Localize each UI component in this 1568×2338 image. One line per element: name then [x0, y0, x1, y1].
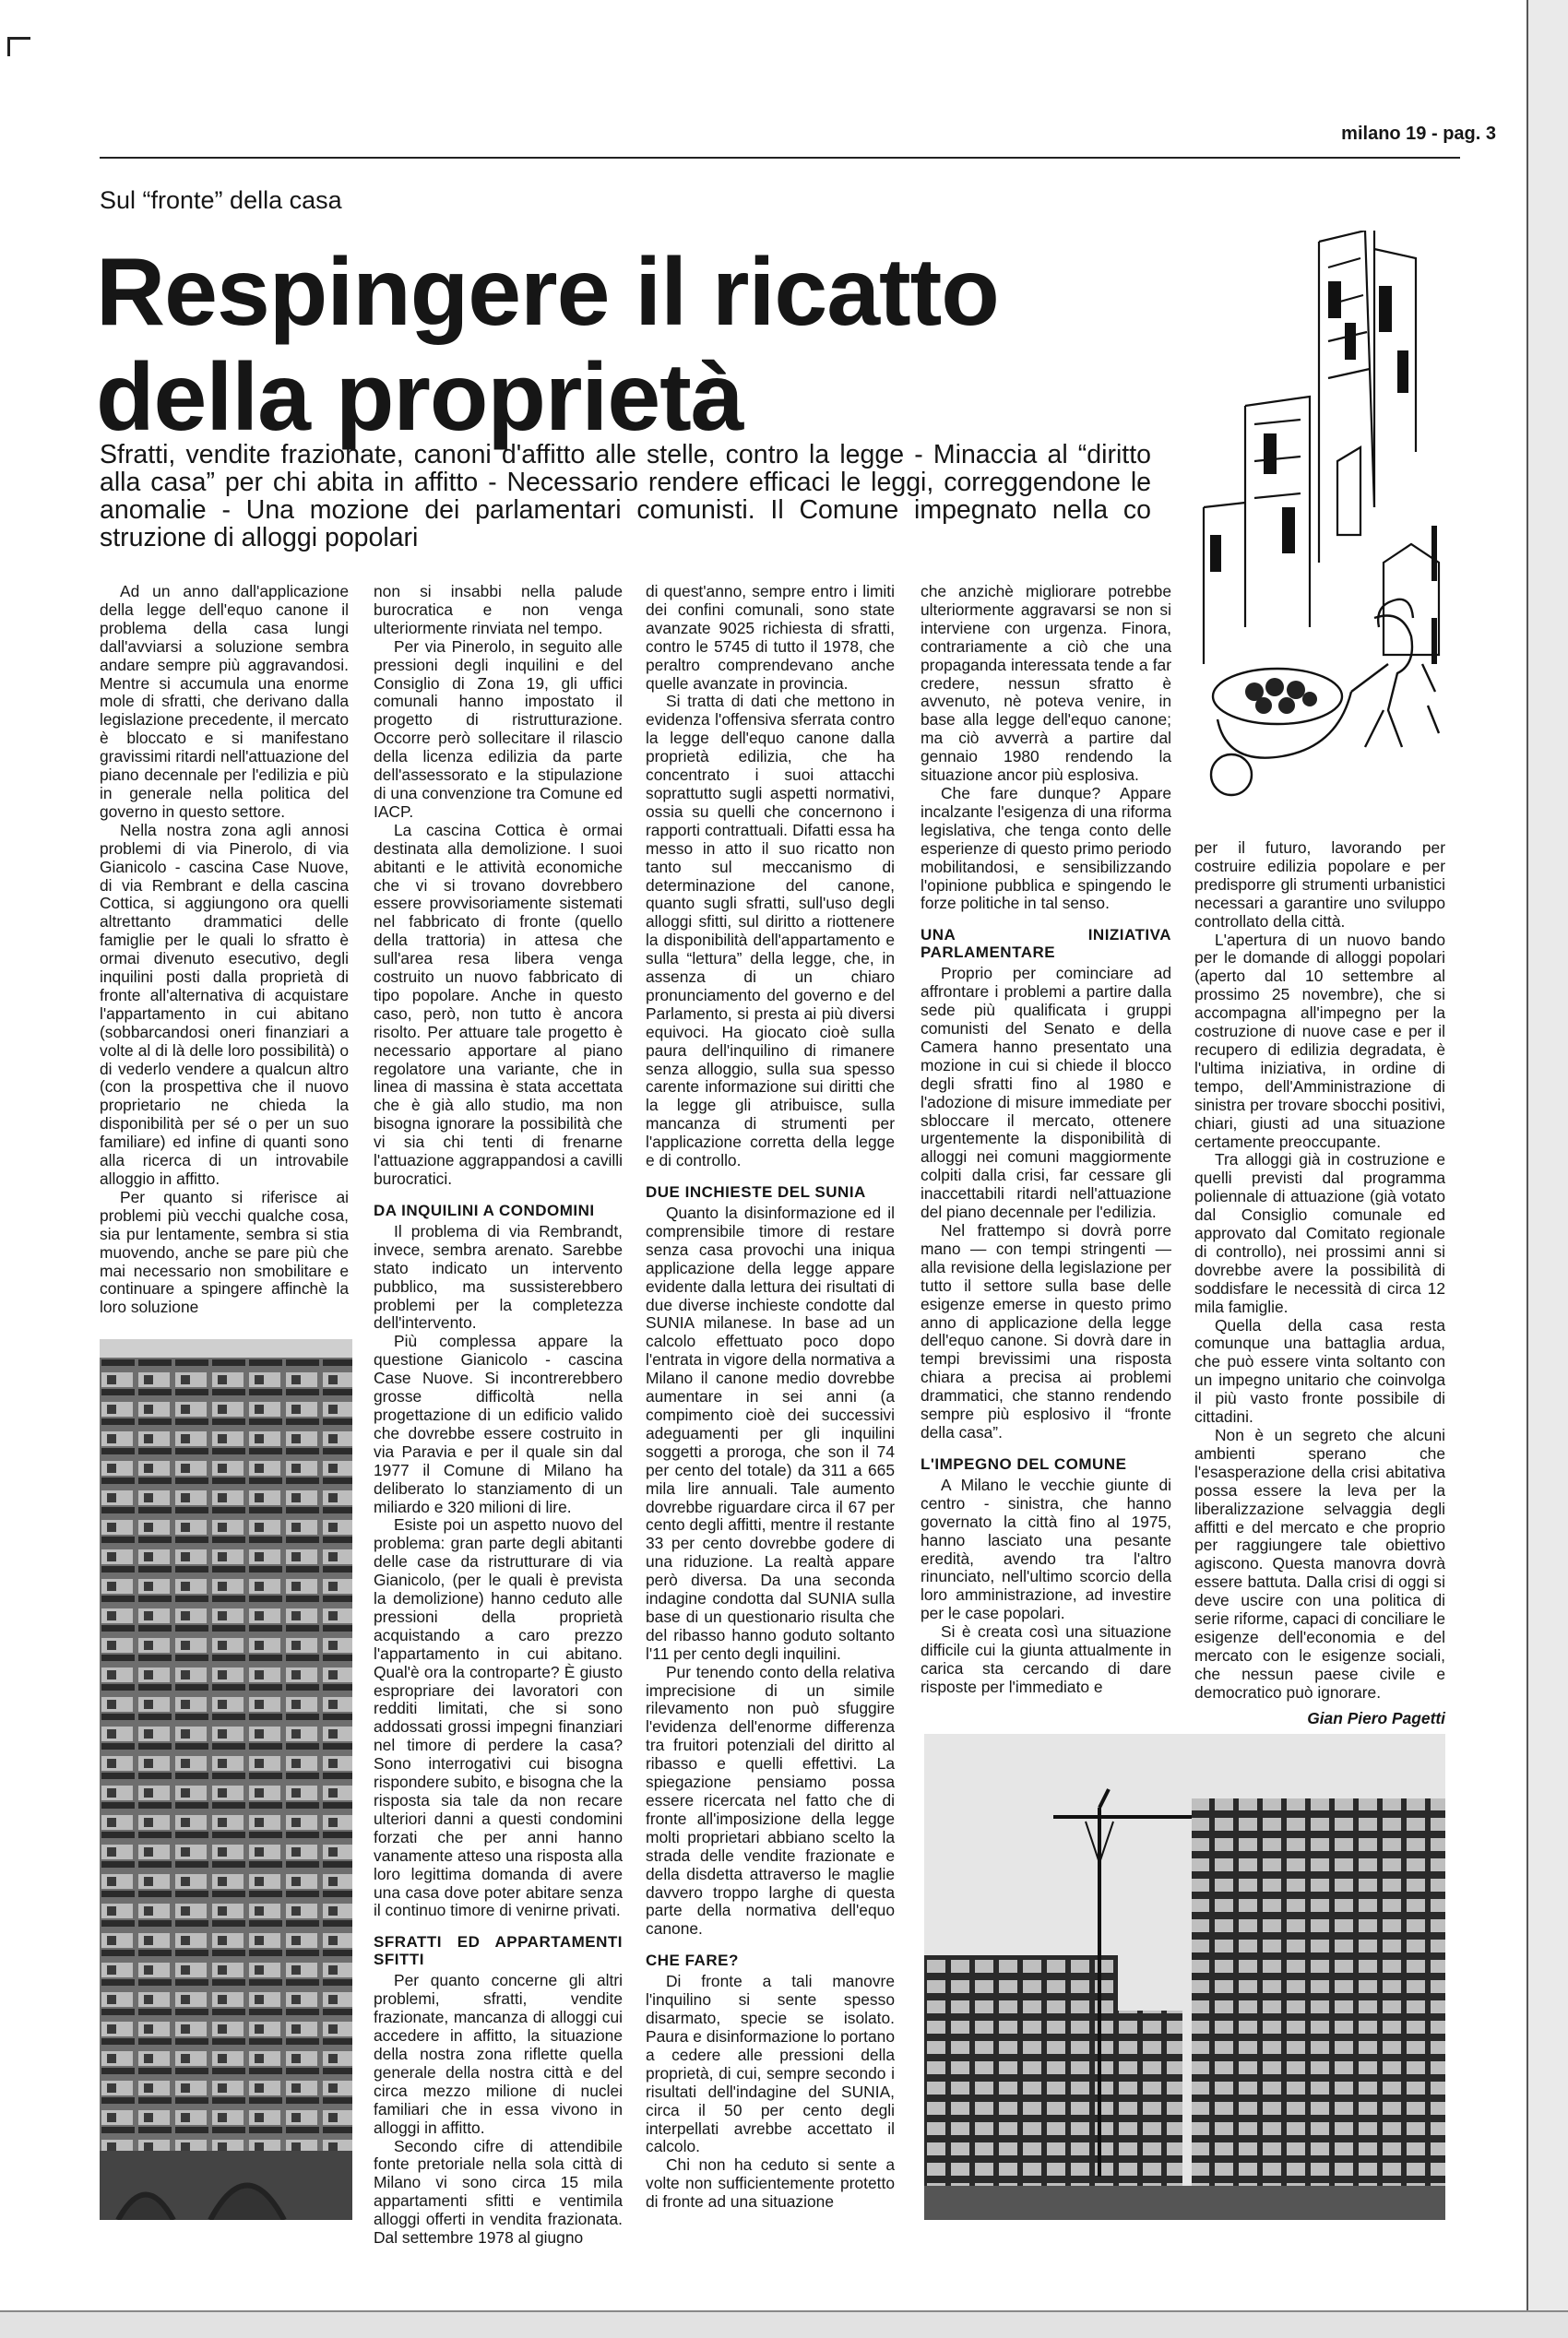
- article-column-4: [921, 583, 1171, 1697]
- paragraph: Esiste poi un aspetto nuovo del problema: gran parte degli abitanti delle case da ristrutturare di via Gianicolo, (per le quali è prevista la demolizione) hanno ceduto alle pressioni della proprietà acquistando a caro prezzo l'appartamento in cui abitano. Qual'è ora la controparte? È giusto espropriare dei lavoratori con redditi limitati, che si sono addossati grossi impegni finanziari nel timore di perdere la casa? Sono interrogativi cui bisogna rispondere subito, e bisogna che la risposta sia tale da non recare ulteriori danni a questi condomini forzati che per anni hanno vanamente atteso una risposta alla loro legittima domanda di avere una casa dove poter abitare senza il continuo timore di venirne privati.: [374, 1515, 623, 1920]
- cartoon-illustration: [1190, 231, 1446, 821]
- paragraph: Tra alloggi già in costruzione e quelli previsti dal programma poliennale di attuazione (già votato dal Consiglio comunale ed approvato dal Comitato regionale di controllo), nei prossimi anni si dovrebbe avere la possibilità di soddisfare le necessità di circa 12 mila famiglie.: [1194, 1150, 1445, 1316]
- apartment-building-photo: [100, 1339, 352, 2220]
- paragraph: Non è un segreto che alcuni ambienti sperano che l'esasperazione della crisi abitativa possa essere la leva per la liberalizzazione selvaggia degli affitti e del mercato e che proprio per raggiungere tale obiettivo agiscono. Questa manovra dovrà essere battuta. Dalla crisi di oggi si deve uscire con una politica di serie riforme, capaci di conciliare le esigenze dell'economia e del mercato con le esigenze sociali, che nessun paese civile e democratico può ignorare.: [1194, 1426, 1445, 1702]
- paragraph: Per quanto concerne gli altri problemi, sfratti, vendite frazionate, mancanza di alloggi cui accedere in affitto, la situazione della nostra zona riflette quella generale della nostra città e del circa mezzo milione di nuclei familiari che in essa vivono in alloggi in affitto.: [374, 1971, 623, 2137]
- paragraph: L'apertura di un nuovo bando per le domande di alloggi popolari (aperto dal 10 settembre al prossimo 25 novembre), che si accompagna all'impegno per la costruzione di nuove case e per il recupero di edilizia degradata, è l'ultima iniziativa, in ordine di tempo, dell'Amministrazione di sinistra per trovare sbocchi positivi, chiari, giusti ad una situazione certamente preoccupante.: [1194, 930, 1445, 1151]
- section-heading-che-fare: CHE FARE?: [646, 1952, 739, 1970]
- paragraph: Pur tenendo conto della relativa imprecisione di un simile rilevamento non può sfuggire l'evidenza dell'enorme differenza tra fruitori potenziali del diritto al ribasso e quelli effettivi. La spiegazione pensiamo possa essere ricercata nel fatto che di fronte all'imposizione della legge molti proprietari abbiano scelto la strada delle vendite frazionate e della disdetta attraverso le maglie davvero troppo larghe di questa parte della normativa dell'equo canone.: [646, 1662, 895, 1939]
- author-signature: Gian Piero Pagetti: [1307, 1708, 1445, 1727]
- paragraph: Chi non ha ceduto si sente a volte non sufficientemente protetto di fronte ad una situazione: [646, 2155, 895, 2212]
- paragraph: Quella della casa resta comunque una battaglia ardua, che può essere vinta soltanto con un impegno unitario che coinvolga il più vasto fronte possibile di cittadini.: [1194, 1315, 1445, 1427]
- paragraph: non si insabbi nella palude burocratica e non venga ulteriormente rinviata nel tempo.: [374, 582, 623, 637]
- article-column-2: [374, 583, 623, 2248]
- paragraph: Si tratta di dati che mettono in evidenza l'offensiva sferrata contro la legge dell'equo canone dalla proprietà edilizia, che ha concentrato i suoi attacchi soprattutto sugli aspetti normativi, ossia su quelli che concernono i rapporti contrattuali. Difatti essa ha messo in atto il suo ricatto non tanto sul meccanismo di determinazione del canone, quanto sugli sfratti, sull'uso degli alloggi sfitti, sul diritto a riottenere la disponibilità dell'appartamento e sulla “lettura” della legge, che, in assenza di un chiaro pronunciamento del governo e del Parlamento, si presta ai più diversi equivoci. Ha giocato cioè sulla paura dell'inquilino di rimanere senza alloggio, sulla sua spesso carente informazione sui diritti che la legge gli atribuisce, sulla mancanza di strumenti per l'applicazione corretta della legge e di controllo.: [646, 692, 895, 1170]
- section-heading-condomini: DA INQUILINI A CONDOMINI: [374, 1201, 595, 1219]
- paragraph: Di fronte a tali manovre l'inquilino si sente spesso disarmato, specie se isolato. Paura e disinformazione lo portano a cedere alle pressioni della proprietà, di cui, sempre secondo i risultati dell'indagine del SUNIA, circa il 50 per cento degli interpellati avrebbe accettato il calcolo.: [646, 1972, 895, 2156]
- paragraph: Nella nostra zona agli annosi problemi di via Pinerolo, di via Gianicolo - cascina Case Nuove, di via Rembrant e della cascina Cottica, si aggiungono ora quelli altrettanto drammatici delle famiglie per le quali lo sfratto è ormai divenuto esecutivo, degli inquilini posti dalla proprietà di fronte all'alternativa di acquistare l'appartamento in cui abitano (sobbarcandosi oneri finanziari a volte al di là delle loro possibilità) o di vederlo vendere a qualcun altro (con la prospettiva che il nuovo proprietario ne chieda la disponibilità per sé o per un suo familiare) ed infine di quanti sono alla ricerca di un introvabile alloggio in affitto.: [100, 820, 349, 1188]
- header-rule: [100, 157, 1460, 159]
- kicker: Sul “fronte” della casa: [100, 186, 342, 214]
- paragraph: Quanto la disinformazione ed il comprensibile timore di restare senza casa provochi una iniqua applicazione della legge appare evidente dalla lettura dei risultati di due diverse inchieste condotte dal SUNIA milanese. In base ad un calcolo effettuato poco dopo l'entrata in vigore della normativa a Milano il canone medio dovrebbe aumentare in sei anni (a compimento cioè dei successivi adeguamenti per gli inquilini soggetti a proroga, che son il 74 per cento del totale) da 311 a 665 mila lire annuali. Tale aumento dovrebbe riguardare circa il 67 per cento degli affitti, mentre il restante 33 per cento dovrebbe godere di una riduzione. La realtà appare però diversa. Da una seconda indagine condotta dal SUNIA sulla base di un questionario risulta che del ribasso hanno goduto soltanto l'11 per cento degli inquilini.: [646, 1204, 895, 1663]
- paragraph: La cascina Cottica è ormai destinata alla demolizione. I suoi abitanti e le attività economiche che vi si trovano dovrebbero essere provvisoriamente sistemati nel fabbricato di fronte (quello della trattoria) in attesa che sull'area resa libera venga costruito un nuovo fabbricato di tipo popolare. Anche in questo caso, però, non tutto è ancora risolto. Per attuare tale progetto è necessario apportare al piano regolatore una variante, che in linea di massina è stata accettata che è già allo studio, ma non bisogna ignorare la possibilità che vi sia chi tenti di frenarne l'attuazione aggrappandosi a cavilli burocratici.: [374, 820, 623, 1188]
- construction-site-photo: [924, 1734, 1445, 2220]
- headline: Respingere il ricatto della proprietà: [96, 239, 999, 451]
- paragraph: per il futuro, lavorando per costruire edilizia popolare e per predisporre gli strumenti urbanistici necessari a garantire uno sviluppo controllato della città.: [1194, 838, 1445, 931]
- section-heading-sunia: DUE INCHIESTE DEL SUNIA: [646, 1183, 866, 1201]
- paragraph: Il problema di via Rembrandt, invece, sembra arenato. Sarebbe stato indicato un intervento pubblico, ma sussisterebbero problemi per la completezza dell'intervento.: [374, 1221, 623, 1333]
- section-heading-comune: L'IMPEGNO DEL COMUNE: [921, 1454, 1127, 1473]
- article-column-5: [1194, 839, 1445, 1728]
- page-header: milano 19 - pag. 3: [1341, 124, 1496, 144]
- paragraph: Si è creata così una situazione difficile cui la giunta attualmente in carica sta cercando di dare risposte per l'immediato e: [921, 1622, 1171, 1696]
- paragraph: Più complessa appare la questione Gianicolo - cascina Case Nuove. Si incontrerebbero grosse difficoltà nella progettazione di un edificio valido che dovrebbe essere costruito in via Paravia e per il quale sin dal 1977 il Comune di Milano ha deliberato lo stanziamento di un miliardo e 320 milioni di lire.: [374, 1332, 623, 1516]
- article-column-3: [646, 583, 895, 2212]
- page-right-edge: [1526, 0, 1568, 2336]
- paragraph: Secondo cifre di attendibile fonte pretoriale nella sola città di Milano vi sono circa 15 mila appartamenti sfitti e ventimila alloggi offerti in vendita frazionata. Dal settembre 1978 al giugno: [374, 2136, 623, 2248]
- paragraph: Ad un anno dall'applicazione della legge dell'equo canone il problema della casa lungi dall'avviarsi a soluzione sembra andare sempre più aggravandosi. Mentre si accumula una enorme mole di sfratti, che derivano dalla legislazione precedente, il mercato è bloccato e si manifestano gravissimi ritardi nell'attuazione del piano decennale per l'edilizia e più in generale nella politica del governo in questo settore.: [100, 582, 349, 821]
- paragraph: Per quanto si riferisce ai problemi più vecchi qualche cosa, sia pur lentamente, sembra si stia muovendo, anche se pare più che mai necessario non smobilitare e continuare a spingere affinchè la loro soluzione: [100, 1187, 349, 1317]
- paragraph: Proprio per cominciare ad affrontare i problemi a partire dalla sede più qualificata i gruppi comunisti del Senato e della Camera hanno presentato una mozione in cui si chiede il blocco degli sfratti fino al 1980 e l'adozione di misure immediate per sbloccare il mercato, ottenere urgentemente la disponibilità di alloggi nei comuni maggiormente colpiti dalla crisi, far cessare gli inaccettabili ritardi nell'attuazione del piano decennale per l'edilizia.: [921, 964, 1171, 1222]
- page-bottom-edge: [0, 2310, 1568, 2338]
- paragraph: Per via Pinerolo, in seguito alle pressioni degli inquilini e del Consiglio di Zona 19, gli uffici comunali hanno impostato il progetto di ristrutturazione. Occorre però sollecitare il rilascio della licenza edilizia da parte dell'assessorato e la stipulazione di una convenzione tra Comune ed IACP.: [374, 636, 623, 821]
- paragraph: Che fare dunque? Appare incalzante l'esigenza di una riforma legislativa, che tenga conto delle esperienze di questo primo periodo mobilitandosi, e sensibilizzando l'opinione pubblica e spingendo le forze politiche in tal senso.: [921, 783, 1171, 913]
- corner-mark: [7, 37, 30, 56]
- paragraph: Nel frattempo si dovrà porre mano — con tempi stringenti — alla revisione della legislazione per tutto il settore sulla base delle esigenze emerse in questo primo anno di applicazione della legge dell'equo canone. Si dovrà dare in tempi brevissimi una risposta chiara a precisa ai problemi drammatici, che stanno rendendo sempre più esplosivo il “fronte della casa”.: [921, 1221, 1171, 1442]
- paragraph: di quest'anno, sempre entro i limiti dei confini comunali, sono state avanzate 9025 richiesta di sfratti, contro le 5745 di tutto il 1978, che peraltro comprendevano anche quelle avanzate in provincia.: [646, 582, 895, 693]
- subheadline: Sfratti, vendite frazionate, canoni d'affitto alle stelle, contro la legge - Minaccia al “diritto alla casa” per chi abita in affitto - Necessario rendere efficaci le leggi, correggendone le anomalie - Una mozione dei parlamentari comunisti. Il Comune impegnato nella co struzione di alloggi popolari: [100, 440, 1151, 552]
- article-column-1: [100, 583, 349, 1317]
- section-heading-sfratti: SFRATTI ED APPARTAMENTI SFITTI: [374, 1933, 623, 1969]
- paragraph: A Milano le vecchie giunte di centro - sinistra, che hanno governato la città fino al 1975, hanno lasciato una pesante eredità, avendo tra l'altro rinunciato, nell'ultimo scorcio della loro amministrazione, ad investire per le case popolari.: [921, 1475, 1171, 1623]
- section-heading-parlamentare: UNA INIZIATIVA PARLAMENTARE: [921, 926, 1171, 962]
- paragraph: che anzichè migliorare potrebbe ulteriormente aggravarsi se non si interviene con urgenza. Finora, contrariamente a ciò che una propaganda interessata tende a far credere, nessun sfratto è avvenuto, nè poteva venire, in base alla legge dell'equo canone; ma ciò avverrà a partire dal gennaio 1980 rendendo la situazione ancor più esplosiva.: [921, 582, 1171, 785]
